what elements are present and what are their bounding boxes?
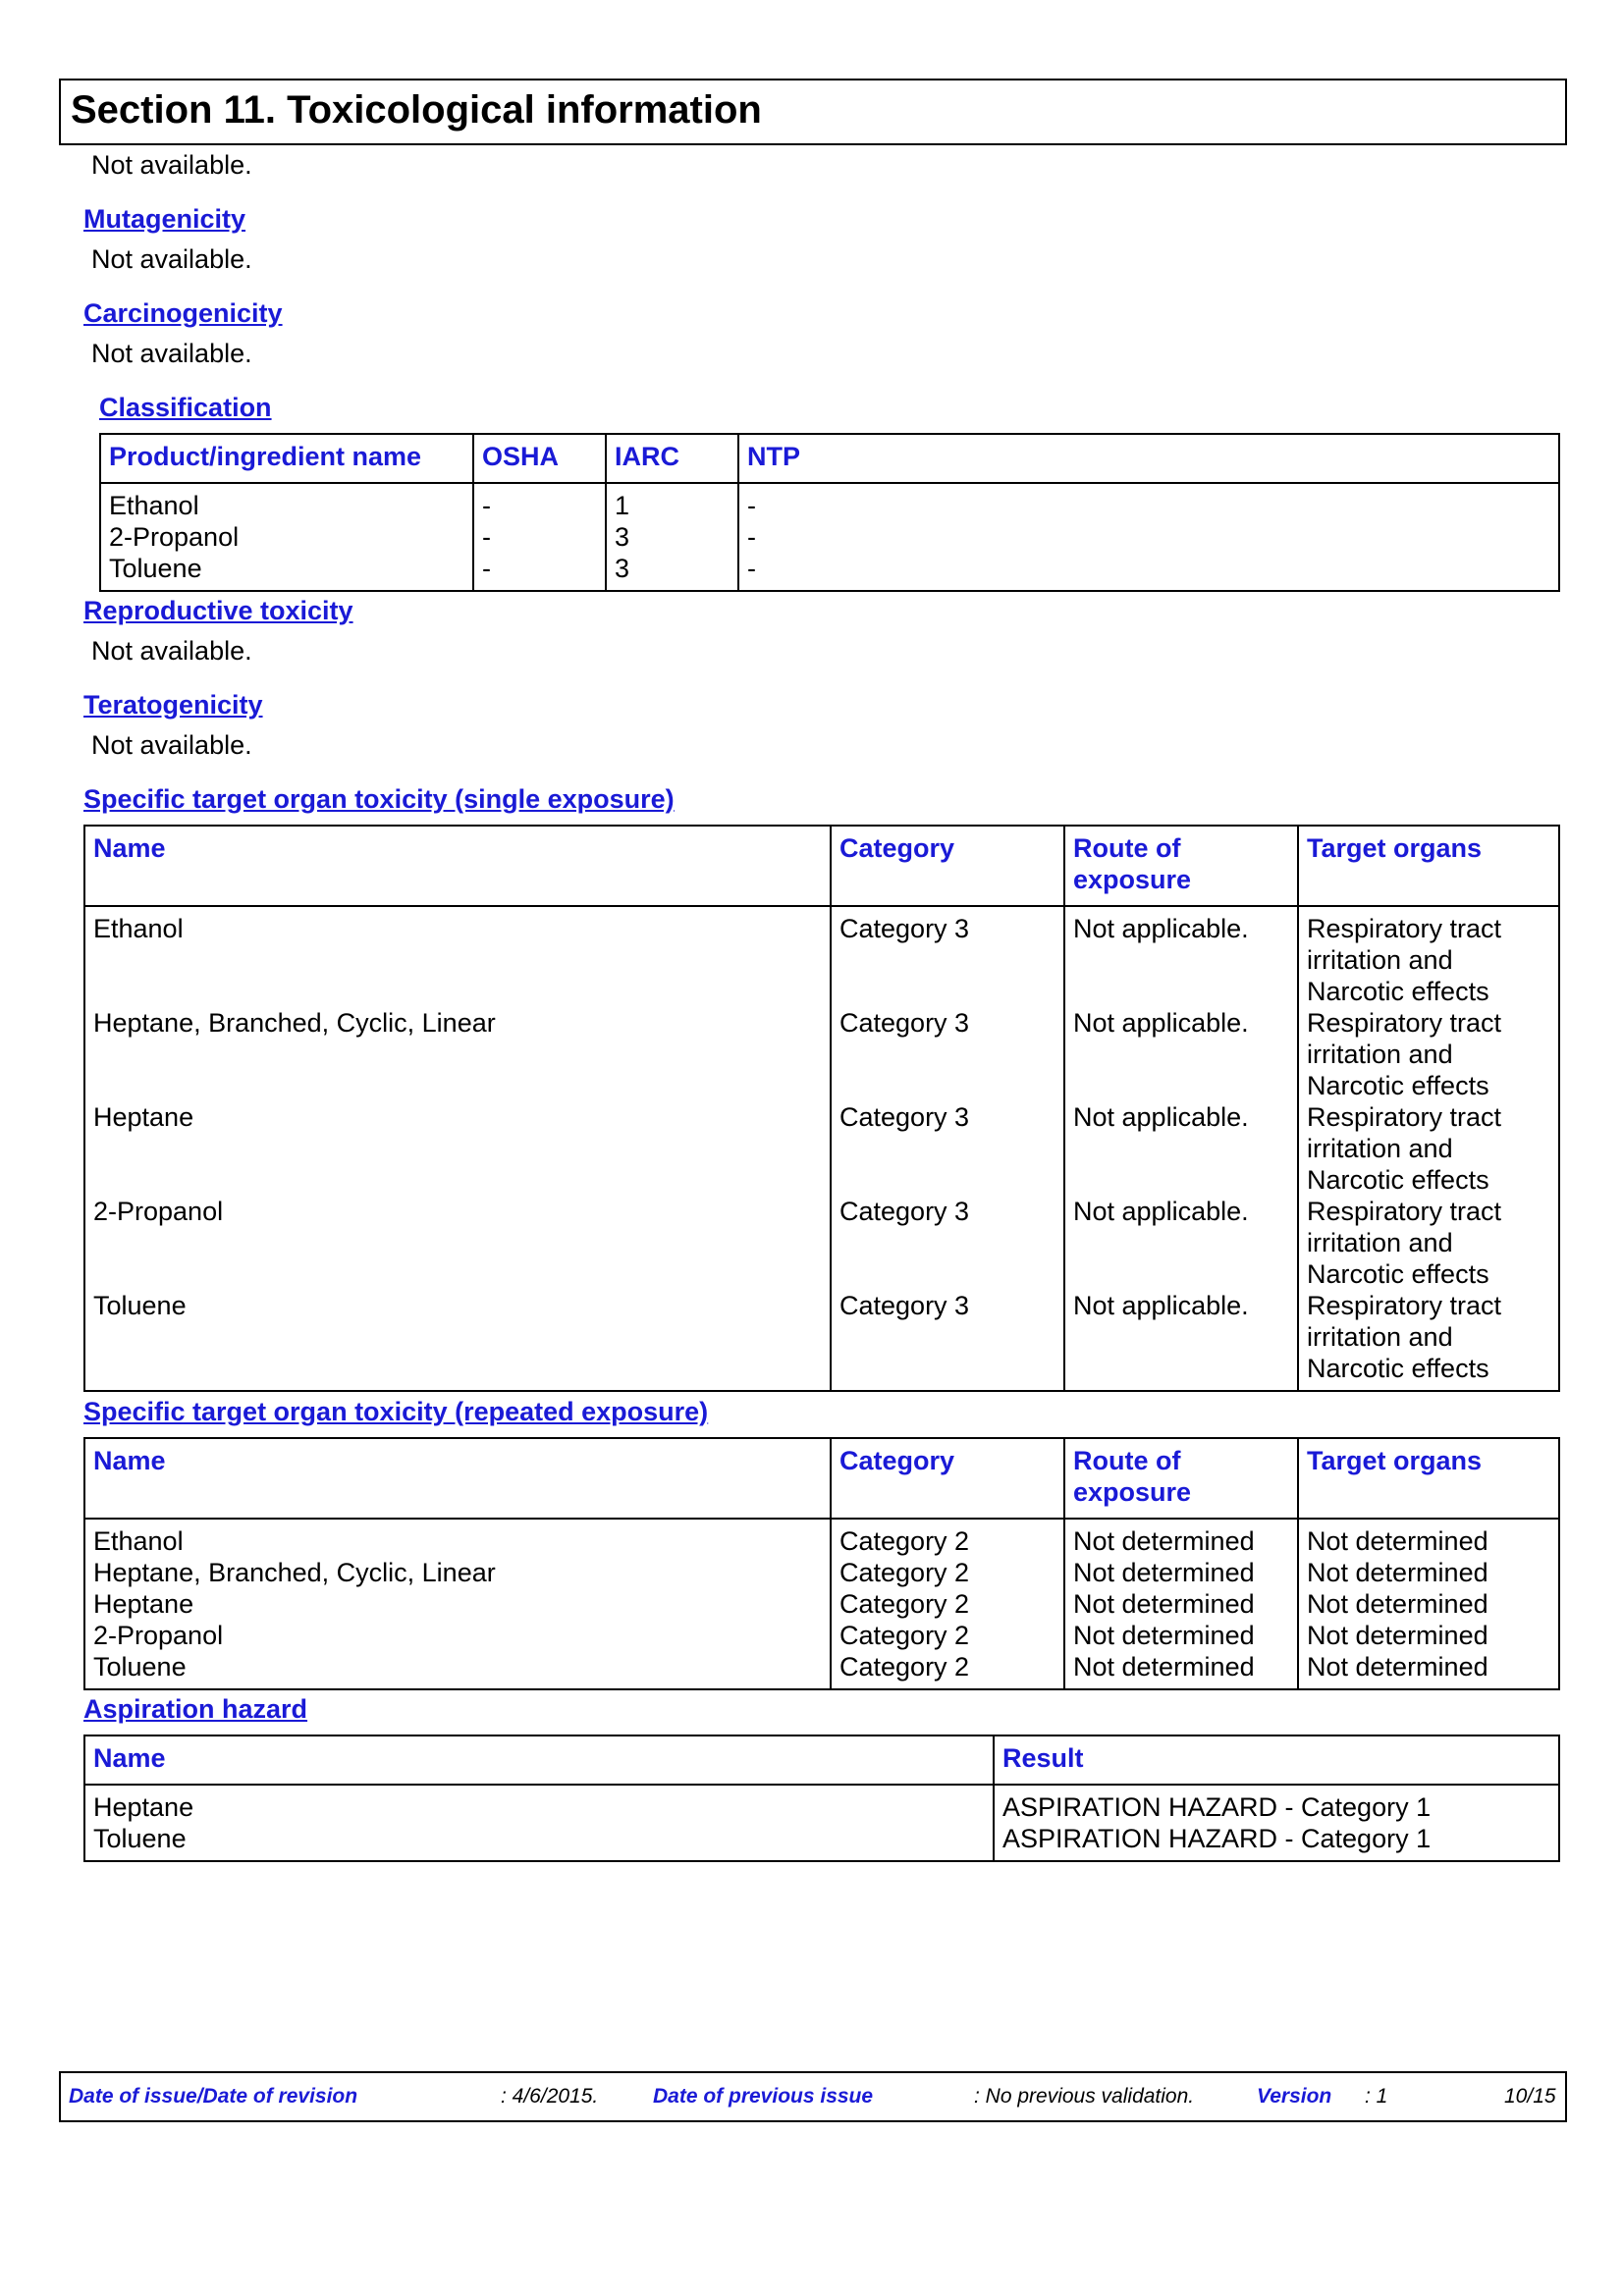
stot-single-categories: Category 3 Category 3 Category 3 Category 3 Category 3 <box>831 906 1064 1391</box>
intro-text: Not available. <box>91 150 252 180</box>
col-header-name: Name <box>84 1438 831 1519</box>
stot-single-target-organs: Respiratory tract irritation and Narcotic effects Respiratory tract irritation and Narcotic effects Respiratory tract irritation and Narcotic effects Respiratory tract irritation and Narcotic effects Respiratory tract irritation and Narcotic effects <box>1298 906 1559 1391</box>
stot-repeated-names: Ethanol Heptane, Branched, Cyclic, Linear Heptane 2-Propanol Toluene <box>84 1519 831 1689</box>
col-header-name: Name <box>84 1735 994 1785</box>
stot-single-link[interactable]: Specific target organ toxicity (single exposure) <box>83 784 675 814</box>
section-title: Section 11. Toxicological information <box>71 88 762 132</box>
previous-issue-label: Date of previous issue <box>653 2085 874 2108</box>
carcinogenicity-text: Not available. <box>91 339 252 368</box>
col-header-ntp: NTP <box>738 434 1559 483</box>
col-header-target-organs: Target organs <box>1298 826 1559 906</box>
col-header-iarc: IARC <box>606 434 738 483</box>
stot-repeated-categories: Category 2 Category 2 Category 2 Category 2 Category 2 <box>831 1519 1064 1689</box>
stot-single-names: Ethanol Heptane, Branched, Cyclic, Linear Heptane 2-Propanol Toluene <box>84 906 831 1391</box>
col-header-category: Category <box>831 1438 1064 1519</box>
version-value: : 1 <box>1365 2085 1388 2108</box>
date-of-issue-label: Date of issue/Date of revision <box>69 2085 358 2108</box>
col-header-osha: OSHA <box>473 434 606 483</box>
col-header-result: Result <box>994 1735 1559 1785</box>
reproductive-toxicity-link[interactable]: Reproductive toxicity <box>83 596 353 625</box>
mutagenicity-text: Not available. <box>91 244 252 274</box>
page-footer <box>59 2071 1567 2122</box>
stot-repeated-routes: Not determined Not determined Not determined Not determined Not determined <box>1064 1519 1298 1689</box>
ntp-values: - - - <box>738 483 1559 591</box>
table-row <box>84 906 1559 1391</box>
aspiration-names: Heptane Toluene <box>84 1785 994 1861</box>
stot-single-routes: Not applicable. Not applicable. Not applicable. Not applicable. Not applicable. <box>1064 906 1298 1391</box>
aspiration-hazard-link[interactable]: Aspiration hazard <box>83 1694 308 1724</box>
carcinogenicity-link[interactable]: Carcinogenicity <box>83 298 283 328</box>
stot-single-table <box>83 825 1560 1392</box>
col-header-route: Route of exposure <box>1064 826 1298 906</box>
col-header-target-organs: Target organs <box>1298 1438 1559 1519</box>
reproductive-toxicity-text: Not available. <box>91 636 252 666</box>
stot-repeated-target-organs: Not determined Not determined Not determined Not determined Not determined <box>1298 1519 1559 1689</box>
table-row <box>100 483 1559 591</box>
col-header-product: Product/ingredient name <box>100 434 473 483</box>
date-of-issue-value: : 4/6/2015. <box>501 2085 599 2108</box>
table-row <box>84 1785 1559 1861</box>
aspiration-table <box>83 1735 1560 1862</box>
col-header-name: Name <box>84 826 831 906</box>
teratogenicity-link[interactable]: Teratogenicity <box>83 690 263 720</box>
iarc-values: 1 3 3 <box>606 483 738 591</box>
osha-values: - - - <box>473 483 606 591</box>
previous-issue-value: : No previous validation. <box>974 2085 1195 2108</box>
col-header-category: Category <box>831 826 1064 906</box>
col-header-route: Route of exposure <box>1064 1438 1298 1519</box>
classification-table <box>99 433 1560 592</box>
teratogenicity-text: Not available. <box>91 730 252 760</box>
aspiration-results: ASPIRATION HAZARD - Category 1 ASPIRATION HAZARD - Category 1 <box>994 1785 1559 1861</box>
mutagenicity-link[interactable]: Mutagenicity <box>83 204 246 234</box>
table-row <box>84 1519 1559 1689</box>
version-label: Version <box>1257 2085 1332 2108</box>
page-number: 10/15 <box>1504 2085 1556 2108</box>
stot-repeated-table <box>83 1437 1560 1690</box>
product-names: Ethanol 2-Propanol Toluene <box>100 483 473 591</box>
section-header <box>59 79 1567 145</box>
stot-repeated-link[interactable]: Specific target organ toxicity (repeated exposure) <box>83 1397 709 1426</box>
classification-link[interactable]: Classification <box>99 393 272 422</box>
